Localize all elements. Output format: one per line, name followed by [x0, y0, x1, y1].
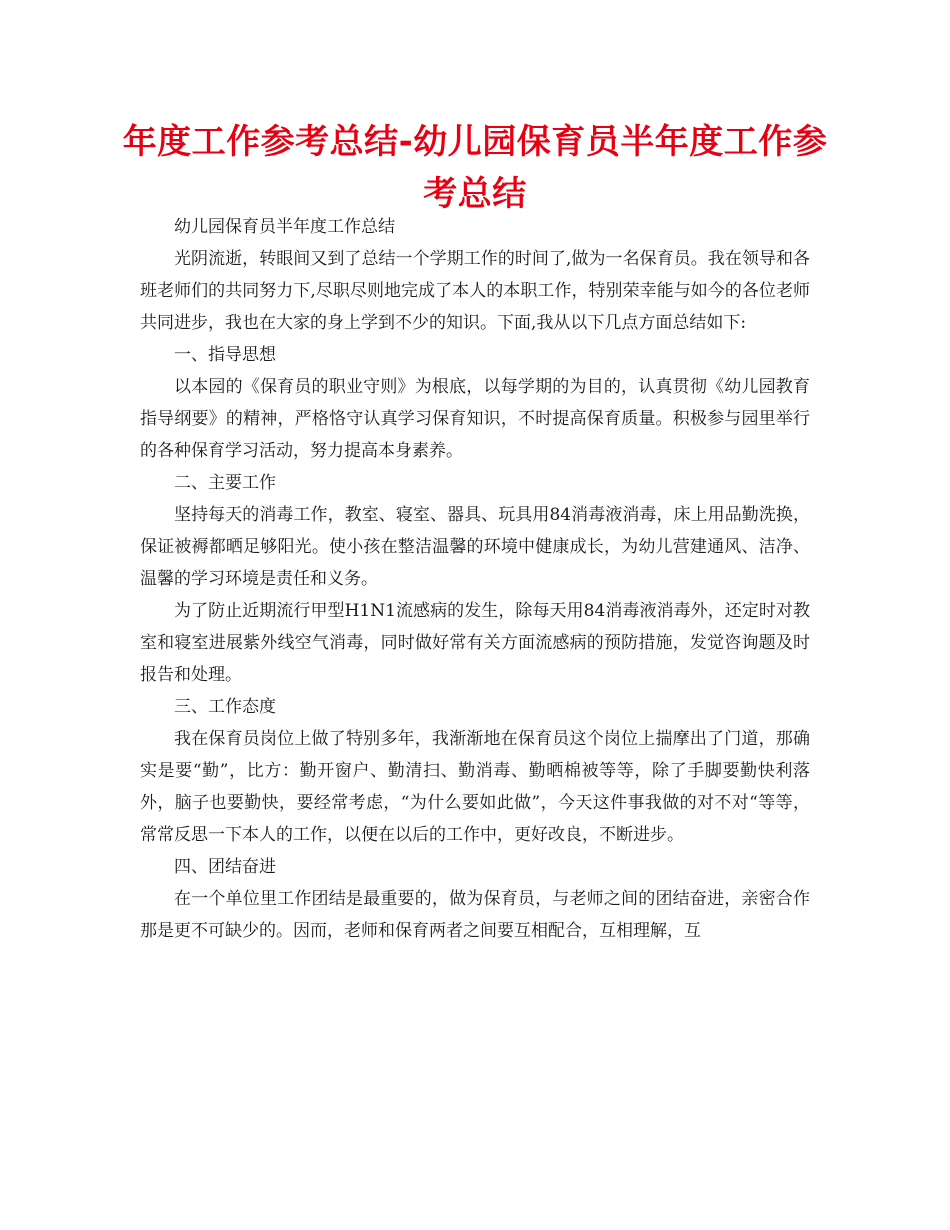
body-paragraph: 以本园的《保育员的职业守则》为根底，以每学期的为目的，认真贯彻《幼儿园教育指导纲要》的精神，严格恪守认真学习保育知识，不时提高保育质量。积极参与园里举行的各种保育学习活动，努力提高本身素养。 — [140, 377, 810, 461]
section-heading-unity: 四、团结奋进 — [174, 857, 276, 877]
section-heading-main-work: 二、主要工作 — [174, 473, 276, 493]
body-paragraph: 我在保育员岗位上做了特别多年，我渐渐地在保育员这个岗位上揣摩出了门道，那确实是要“勤”，比方：勤开窗户、勤清扫、勤消毒、勤晒棉被等等，除了手脚要勤快利落外，脑子也要勤快，要经常考虑，“为什么要如此做”，今天这件事我做的对不对“等等，常常反思一下本人的工作，以便在以后的工作中，更好改良，不断进步。 — [140, 729, 810, 845]
document-body — [140, 211, 810, 947]
body-paragraph: 在一个单位里工作团结是最重要的，做为保育员，与老师之间的团结奋进，亲密合作那是更不可缺少的。因而，老师和保育两者之间要互相配合，互相理解，互 — [140, 889, 810, 941]
section-heading-guiding-ideology: 一、指导思想 — [174, 345, 276, 365]
body-paragraph: 坚持每天的消毒工作，教室、寝室、器具、玩具用84消毒液消毒，床上用品勤洗换，保证被褥都晒足够阳光。使小孩在整洁温馨的环境中健康成长，为幼儿营建通风、洁净、温馨的学习环境是责任和义务。 — [140, 505, 810, 589]
subtitle-paragraph: 幼儿园保育员半年度工作总结 — [174, 217, 395, 237]
intro-paragraph: 光阴流逝，转眼间又到了总结一个学期工作的时间了,做为一名保育员。我在领导和各班老师们的共同努力下,尽职尽则地完成了本人的本职工作，特别荣幸能与如今的各位老师共同进步，我也在大家的身上学到不少的知识。下面,我从以下几点方面总结如下: — [140, 249, 810, 333]
section-heading-work-attitude: 三、工作态度 — [174, 697, 276, 717]
document-title: 年度工作参考总结-幼儿园保育员半年度工作参考总结 — [122, 122, 828, 214]
body-paragraph: 为了防止近期流行甲型H1N1流感病的发生，除每天用84消毒液消毒外，还定时对教室和寝室进展紫外线空气消毒，同时做好常有关方面流感病的预防措施，发觉咨询题及时报告和处理。 — [140, 601, 810, 685]
